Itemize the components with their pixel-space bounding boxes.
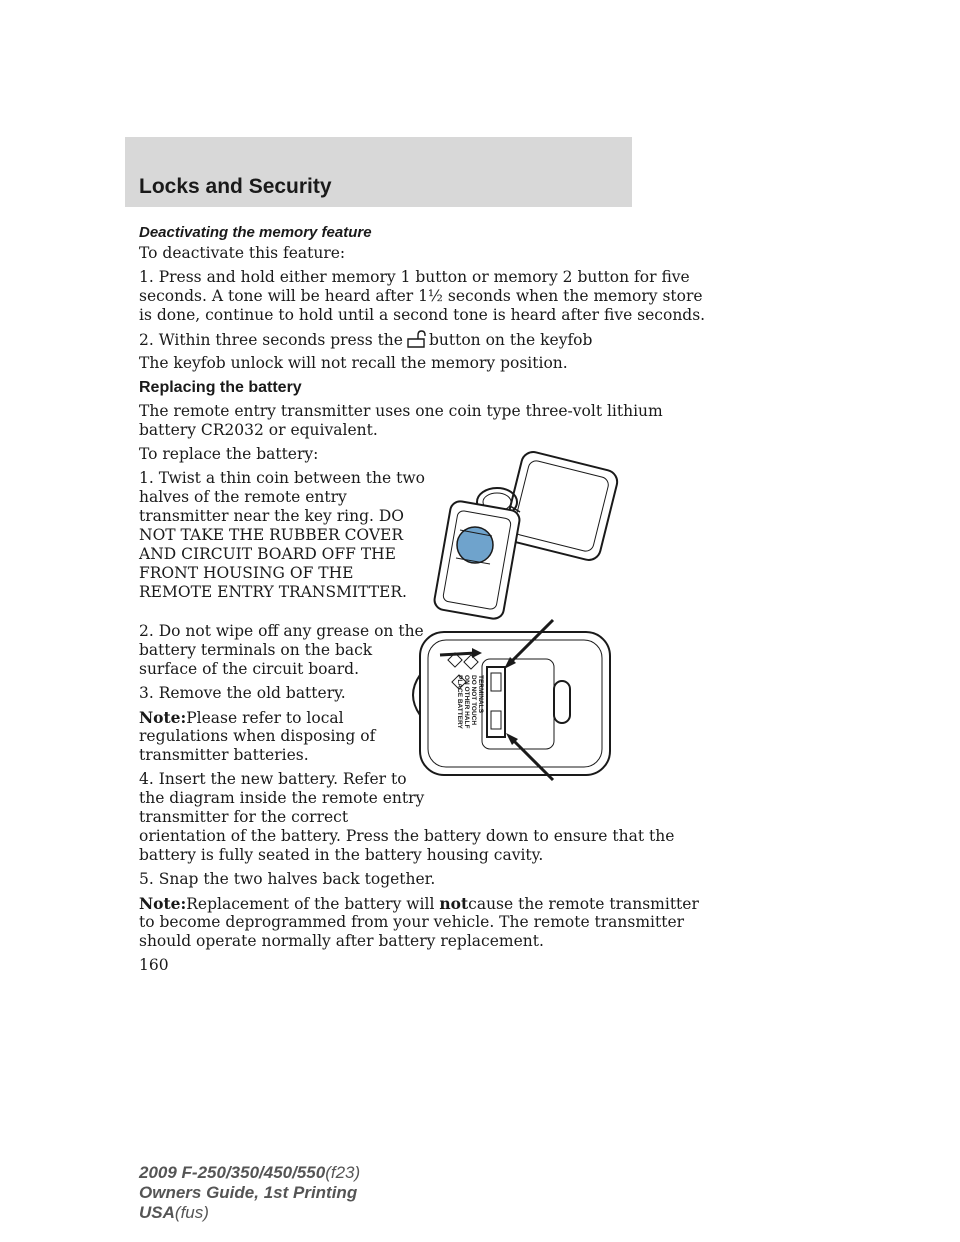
battery-step2-line3: surface of the circuit board.: [139, 660, 359, 678]
memory-step1-line3: is done, continue to hold until a second tone is heard after five seconds.: [139, 306, 706, 324]
note-text: Replacement of the battery will: [186, 895, 435, 913]
battery-step4-line1: 4. Insert the new battery. Refer to: [139, 770, 407, 788]
footer-line2: Owners Guide, 1st Printing: [139, 1183, 358, 1202]
memory-step2-text-before: 2. Within three seconds press the: [139, 331, 403, 349]
memory-step2: [139, 330, 592, 350]
battery-step2-line1: 2. Do not wipe off any grease on the: [139, 622, 424, 640]
battery-step4-line4: orientation of the battery. Press the battery down to ensure that the: [139, 827, 675, 845]
battery-note2-line2: to become deprogrammed from your vehicle. The remote transmitter: [139, 913, 685, 931]
battery-heading: Replacing the battery: [139, 379, 302, 396]
battery-step1-line5: AND CIRCUIT BOARD OFF THE: [139, 545, 396, 563]
footer-line1: [139, 1163, 360, 1183]
footer-model: 2009 F-250/350/450/550: [139, 1163, 326, 1182]
footer-model-code: (f23): [325, 1163, 361, 1182]
battery-step2-line2: battery terminals on the back: [139, 641, 373, 659]
battery-note1-line3: transmitter batteries.: [139, 746, 309, 764]
note-emphasis: not: [439, 894, 469, 913]
battery-step1-line1: 1. Twist a thin coin between the two: [139, 469, 425, 487]
footer-market: USA: [139, 1203, 175, 1222]
battery-step1-line7: REMOTE ENTRY TRANSMITTER.: [139, 583, 407, 601]
battery-note2-line1: [139, 894, 699, 914]
note-text: Please refer to local: [186, 709, 344, 727]
memory-step1-line1: 1. Press and hold either memory 1 button or memory 2 button for five: [139, 268, 690, 286]
note-label: Note:: [139, 894, 187, 913]
battery-intro-line2: battery CR2032 or equivalent.: [139, 421, 378, 439]
battery-step1-line3: transmitter near the key ring. DO: [139, 507, 404, 525]
keyfob-battery-illustration: [420, 450, 632, 622]
battery-note2-line3: should operate normally after battery replacement.: [139, 932, 544, 950]
battery-note1-line2: regulations when disposing of: [139, 727, 376, 745]
footer-line3: [139, 1203, 360, 1223]
transmitter-terminals-illustration: [398, 615, 620, 785]
battery-step4-line5: battery is fully seated in the battery housing cavity.: [139, 846, 544, 864]
battery-note1-line1: [139, 708, 344, 728]
battery-step5: 5. Snap the two halves back together.: [139, 870, 436, 888]
battery-step4-line3: transmitter for the correct: [139, 808, 349, 826]
memory-step2-text-after: button on the keyfob: [428, 331, 593, 349]
battery-step4-line2: the diagram inside the remote entry: [139, 789, 425, 807]
diagram-label-line1: PLACE BATTERY: [456, 675, 463, 729]
document-footer: [139, 1163, 360, 1223]
page-number: 160: [139, 956, 169, 974]
memory-intro: To deactivate this feature:: [139, 244, 346, 262]
note-text-after: cause the remote transmitter: [468, 895, 699, 913]
battery-step3: 3. Remove the old battery.: [139, 684, 346, 702]
battery-step1-line6: FRONT HOUSING OF THE: [139, 564, 354, 582]
section-title: Locks and Security: [139, 175, 332, 198]
battery-to-replace: To replace the battery:: [139, 445, 319, 463]
battery-intro-line1: The remote entry transmitter uses one coin type three-volt lithium: [139, 402, 663, 420]
memory-step1-line2: seconds. A tone will be heard after 1½ seconds when the memory store: [139, 287, 703, 305]
diagram-label-line2: ON OTHER HALF: [463, 675, 470, 729]
memory-note: The keyfob unlock will not recall the memory position.: [139, 354, 568, 372]
footer-market-code: (fus): [174, 1203, 209, 1222]
diagram-label-line3: DO NOT TOUCH: [470, 675, 477, 726]
note-label: Note:: [139, 708, 187, 727]
diagram-label-line4: TERMINALS: [477, 675, 484, 713]
unlock-keyfob-icon: [405, 330, 427, 349]
battery-step1-line4: NOT TAKE THE RUBBER COVER: [139, 526, 404, 544]
battery-step1-line2: halves of the remote entry: [139, 488, 347, 506]
arrow-terminal-left: [440, 653, 476, 655]
memory-heading: Deactivating the memory feature: [139, 224, 372, 241]
section-header-band: [125, 137, 632, 207]
